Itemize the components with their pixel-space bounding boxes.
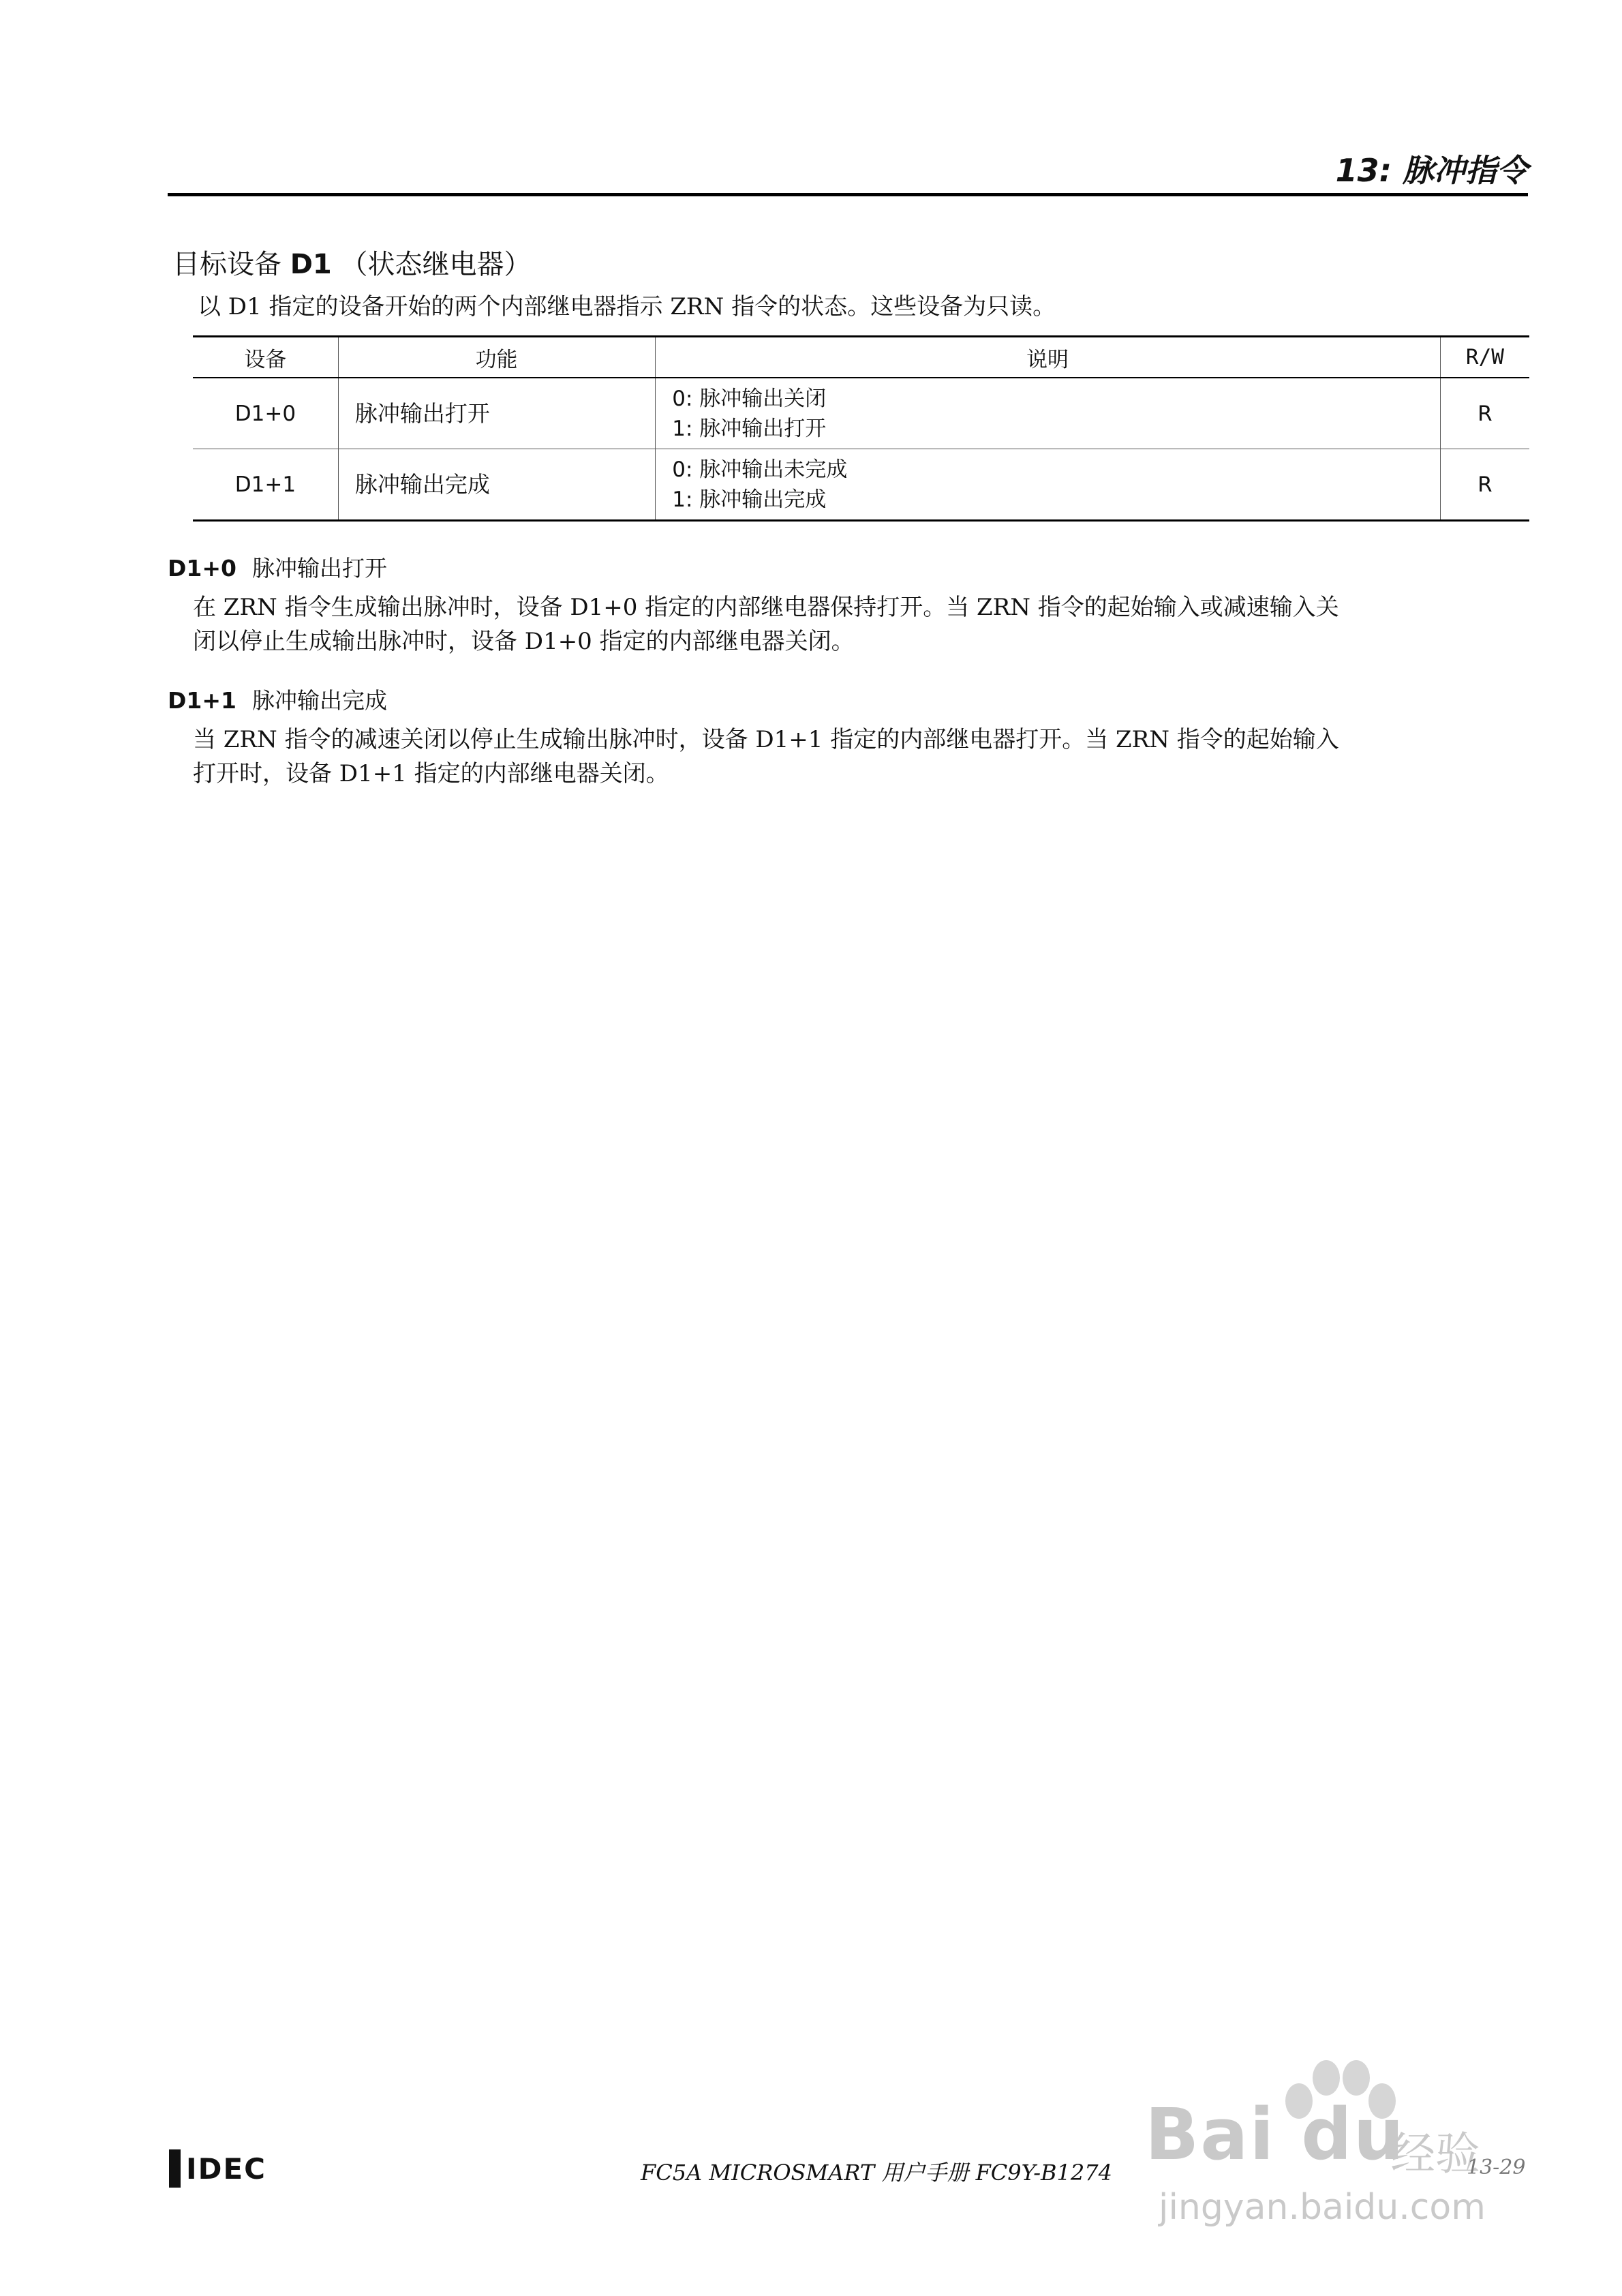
paragraph-line: 当 ZRN 指令的减速关闭以停止生成输出脉冲时，设备 D1+1 指定的内部继电器打开。当 ZRN 指令的起始输入: [193, 726, 1339, 753]
paragraph-line: 打开时，设备 D1+1 指定的内部继电器关闭。: [193, 760, 669, 787]
logo-mark-icon: [169, 2149, 181, 2188]
row-description: [656, 449, 1441, 521]
header-function: 功能: [338, 337, 655, 378]
section-title: [172, 243, 531, 282]
section-title-device: D1: [290, 249, 332, 280]
desc-line-on: 1: 脉冲输出打开: [672, 416, 827, 441]
section-intro: 以 D1 指定的设备开始的两个内部继电器指示 ZRN 指令的状态。这些设备为只读。: [198, 293, 1056, 320]
row-function: 脉冲输出打开: [338, 378, 655, 449]
row-description: [656, 378, 1441, 449]
idec-logo: [169, 2149, 266, 2188]
logo-text: IDEC: [186, 2151, 267, 2186]
desc-line-off: 0: 脉冲输出未完成: [672, 457, 848, 482]
section-title-prefix: 目标设备: [172, 249, 281, 280]
page-number: 13-29: [1467, 2156, 1526, 2179]
row-rw: R: [1440, 378, 1529, 449]
table-row: [193, 449, 1529, 521]
subsection-code: D1+1: [168, 687, 236, 714]
subsection-heading-d1-1: [168, 683, 387, 715]
footer-document-title: FC5A MICROSMART 用户手册 FC9Y-B1274: [641, 2160, 1112, 2186]
paragraph-line: 闭以停止生成输出脉冲时，设备 D1+0 指定的内部继电器关闭。: [193, 628, 855, 655]
subsection-title: 脉冲输出完成: [251, 687, 387, 714]
subsection-heading-d1-0: [168, 551, 387, 583]
subsection-body-d1-1: [193, 723, 1501, 791]
watermark-brand: Bai du: [1145, 2093, 1405, 2176]
subsection-body-d1-0: [193, 590, 1501, 659]
row-function: 脉冲输出完成: [338, 449, 655, 521]
desc-line-on: 1: 脉冲输出完成: [672, 487, 827, 512]
header-device: 设备: [193, 337, 338, 378]
row-device: D1+1: [193, 449, 338, 521]
header-description: 说明: [656, 337, 1441, 378]
desc-line-off: 0: 脉冲输出关闭: [672, 386, 827, 411]
table-row: [193, 378, 1529, 449]
table-header-row: [193, 337, 1529, 378]
paragraph-line: 在 ZRN 指令生成输出脉冲时，设备 D1+0 指定的内部继电器保持打开。当 ZRN 指令的起始输入或减速输入关: [193, 594, 1339, 621]
watermark-sub: 经验: [1390, 2128, 1480, 2180]
header-rule: [168, 193, 1528, 196]
chapter-header: 13: 脉冲指令: [1335, 152, 1528, 189]
row-rw: R: [1440, 449, 1529, 521]
device-table: [193, 335, 1529, 522]
subsection-title: 脉冲输出打开: [251, 555, 387, 581]
subsection-code: D1+0: [168, 555, 236, 581]
section-title-suffix: （状态继电器）: [340, 249, 532, 280]
row-device: D1+0: [193, 378, 338, 449]
header-rw: R/W: [1440, 337, 1529, 378]
watermark-url: jingyan.baidu.com: [1159, 2187, 1486, 2228]
